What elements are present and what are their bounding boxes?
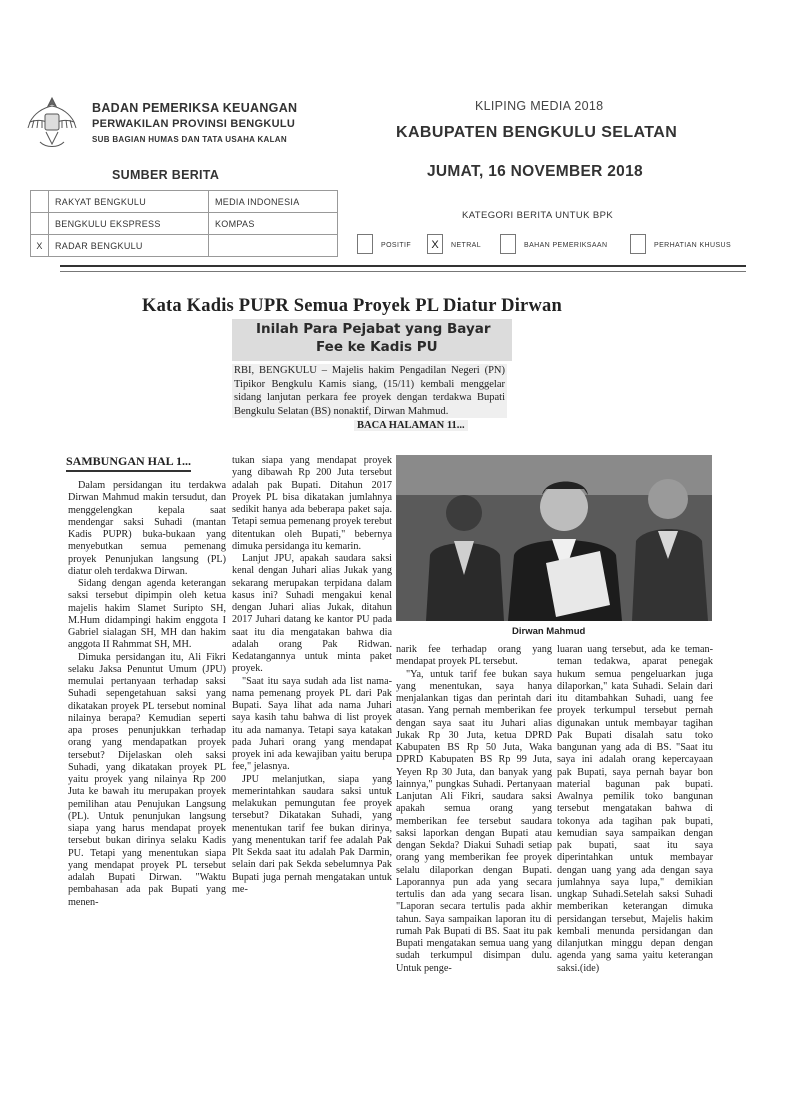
category-box-perhatian: [630, 234, 646, 254]
article-subhead: Inilah Para Pejabat yang Bayar: [256, 321, 491, 337]
paragraph: luaran uang tersebut, ada ke teman-teman tedakwa, aparat penegak hukum semua pengeluarkan juga dilaporkan," kata Suhadi. Selain dari itu ditambahkan Suhadi, uang fee proyek terkumpul tersebut pernah digunakan untuk membayar tagihan Pak Bupati disalah satu toko bangunan yang ada di BS. "Saat itu saya ini adalah orang kepercayaan pak Bupati, saya pernah bayar bon material bagunan pak bupati. Awalnya pemilik toko bangunan tersebut mengatakan bahwa di tokonya ada tagihan pak bupati, kemudian saya sampaikan dengan pak bupati, saat itu saya diperintahkan untuk membayar dengan uang yang ada dengan saya jumlahnya saya lupa," demikian ungkap Suhadi.Setelah saksi Suhadi memberikan keterangan dimuka persidangan tersebut, Majelis hakim kembali menunda persidangan dan dilanjutkan minggu depan dengan agenda yang sama yaitu keterangan saksi.(ide): [557, 644, 713, 974]
org-division: SUB BAGIAN HUMAS DAN TATA USAHA KALAN: [92, 135, 287, 144]
paragraph: tukan siapa yang mendapat proyek yang dibawah Rp 200 Juta tersebut adalah pak Bupati. Ditahun 2017 Proyek PL bisa dikatakan jumlahnya sedikit hanya ada beberapa paket saja. Tetapi semua pemenang proyek terebut ditentukan oleh Bupati," bebernya dimuka persidanga itu kemarin.: [232, 455, 392, 552]
paragraph: Dimuka persidangan itu, Ali Fikri selaku Jaksa Penuntut Umum (JPU) memulai pertanyaan terhadap saksi Suhadi sepengetahuan saksi yang dikatakan proyek PL tersebut nominal nilainya berapa? Kemudian seperti apa proses penunjukkan terhadap orang yang mendapatkan proyek tersebut? Dijelaskan oleh saksi Suhadi, yang dikatakan proyek PL yaitu proyek yang nilainya Rp 200 Juta ke bawah itu merupakan proyek pemilihan atau Penujukan Langsung (PL). Untuk penunjukan langsung siapa yang harus mendapat proyek tersebut bukan dirinya selaku Kadis PU. Tetapi yang menentukan siapa yang mendapat proyek PL tersebut adalah Bupati Dirwan. "Waktu pembahasan ada pak Bupati yang menen-: [68, 651, 226, 908]
org-branch: PERWAKILAN PROVINSI BENGKULU: [92, 118, 296, 130]
paragraph: JPU melanjutkan, siapa yang memerintahkan saudara saksi untuk melakukan pemungutan fee proyek tersebut? Dikatakan Suhadi, yang menentukan tarif fee bukan dirinya, yang menentukan tarif fee adalah Pak Plt Sekda saat itu adalah Pak Darmin, selain dari pak Sekda sebelumnya Pak Bupati juga pernah mengatakan untuk me-: [232, 773, 392, 895]
continue-marker: BACA HALAMAN 11...: [354, 420, 468, 431]
paragraph: narik fee terhadap orang yang mendapat proyek PL tersebut.: [396, 644, 552, 668]
source-table: [30, 190, 338, 257]
source-row: [31, 235, 338, 257]
source-right: [209, 235, 338, 257]
kliping-title: KLIPING MEDIA 2018: [475, 99, 604, 113]
paragraph: Lanjut JPU, apakah saudara saksi kenal dengan Juhari alias Jukak yang sekarang merupakan terpidana dalam kasus ini? Suhadi mengakui kenal dengan Juhari alias Jukak, ditahun 2017 Juhari datang ke kantor PU pada saat itu dia mengatakan bahwa dia adalah orang Pak Ridwan. Kedatangannya untuk minta paket proyek.: [232, 553, 392, 675]
category-box-positif: [357, 234, 373, 254]
bpk-logo: [24, 92, 80, 154]
source-row: [31, 191, 338, 213]
org-name: BADAN PEMERIKSA KEUANGAN: [92, 101, 298, 115]
category-label-netral: NETRAL: [451, 242, 482, 249]
source-mark: [31, 213, 49, 235]
article-column-2: [232, 455, 392, 1068]
kategori-title: KATEGORI BERITA UNTUK BPK: [462, 210, 614, 221]
paragraph: Dalam persidangan itu terdakwa Dirwan Mahmud makin tersudut, dan menggelengkan kepala saat mendengar saksi Suhadi (mantan Kadis PUPR) buka-bukaan yang menyebutkan semua pemenang proyek Penunjukan langsung (PL) diatur oleh terdakwa Dirwan.: [68, 480, 226, 577]
article-column-1: [68, 480, 226, 1068]
source-right: KOMPAS: [209, 213, 338, 235]
date-title: JUMAT, 16 NOVEMBER 2018: [427, 163, 643, 180]
source-row: [31, 213, 338, 235]
source-left: RADAR BENGKULU: [49, 235, 209, 257]
source-mark: X: [31, 235, 49, 257]
article-headline: Kata Kadis PUPR Semua Proyek PL Diatur Dirwan: [142, 296, 562, 316]
paragraph: "Saat itu saya sudah ada list nama-nama pemenang proyek PL dari Pak Bupati. Saya lihat ada nama Juhari saya kasih tahu bahwa di list proyek itu ada namanya. Tetapi saya katakan pada Juhari orang yang mendapat proyek ini ada kewajiban yaitu berupa fee," jelasnya.: [232, 675, 392, 773]
courtroom-photo: [396, 455, 712, 621]
paragraph: Sidang dengan agenda keterangan saksi tersebut dipimpin oleh ketua majelis hakim Slamet Suripto SH, M.Hum didampingi hakim enggota I Gabriel sialagan SH, MH dan hakim anggota II Rahmmat SH, MH.: [68, 578, 226, 651]
article-column-3: [396, 644, 552, 1068]
category-box-netral: X: [427, 234, 443, 254]
header-divider: [60, 265, 746, 267]
article-lead: RBI, BENGKULU – Majelis hakim Pengadilan Negeri (PN) Tipikor Bengkulu Kamis siang, (15/11) kembali menggelar sidang lanjutan perkara fee proyek dengan terdakwa Bupati Bengkulu Selatan (BS) nonaktif, Dirwan Mahmud.: [234, 365, 505, 417]
header-divider: [60, 271, 746, 272]
source-left: BENGKULU EKSPRESS: [49, 213, 209, 235]
sumber-title: SUMBER BERITA: [112, 168, 220, 182]
category-label-perhatian: PERHATIAN KHUSUS: [654, 242, 732, 249]
photo-caption: Dirwan Mahmud: [512, 626, 586, 637]
source-mark: [31, 191, 49, 213]
article-column-4: [557, 644, 713, 1068]
article-subhead: Fee ke Kadis PU: [316, 339, 438, 355]
source-right: MEDIA INDONESIA: [209, 191, 338, 213]
garuda-emblem-icon: [24, 92, 80, 154]
region-title: KABUPATEN BENGKULU SELATAN: [396, 124, 678, 141]
sambungan-label: SAMBUNGAN HAL 1...: [66, 454, 191, 472]
source-left: RAKYAT BENGKULU: [49, 191, 209, 213]
paragraph: "Ya, untuk tarif fee bukan saya yang menentukan, saya hanya menjalankan tigas dan perintah dari atasan. Yang pernah memberikan fee dengan saya saat itu Juhari alias Jukak Rp 30 Juta, ketua DPRD Kabupaten BS Rp 50 Juta, Waka DPRD Kabupaten BS Rp 99 Juta, Yeyen Rp 30 Juta, dan banyak yang lainnya," pungkas Suhadi. Pertanyaan Lanjutan Ali Fikri, saudara saksi apakah semua orang yang memberikan fee tersebut saudara saksi laporkan dengan Bupati atau dengan Sekda? Diakui Suhadi setiap orang yang memberikan fee proyek selalu dilaporkan dengan Bupati. Laporannya pun ada yang secara tertulis dan ada yang secara lisan. "Laporan secara tertulis pada akhir tahun. Saya sampaikan laporan itu di rumah Pak Bupati di BS. Saat itu pak Bupati mengatakan semua uang yang sudah terkumpul disimpan dulu. Untuk penge-: [396, 668, 552, 974]
category-box-pemeriksaan: [500, 234, 516, 254]
article-photo: [396, 455, 712, 621]
category-label-pemeriksaan: BAHAN PEMERIKSAAN: [524, 242, 608, 249]
category-label-positif: POSITIF: [381, 242, 412, 249]
